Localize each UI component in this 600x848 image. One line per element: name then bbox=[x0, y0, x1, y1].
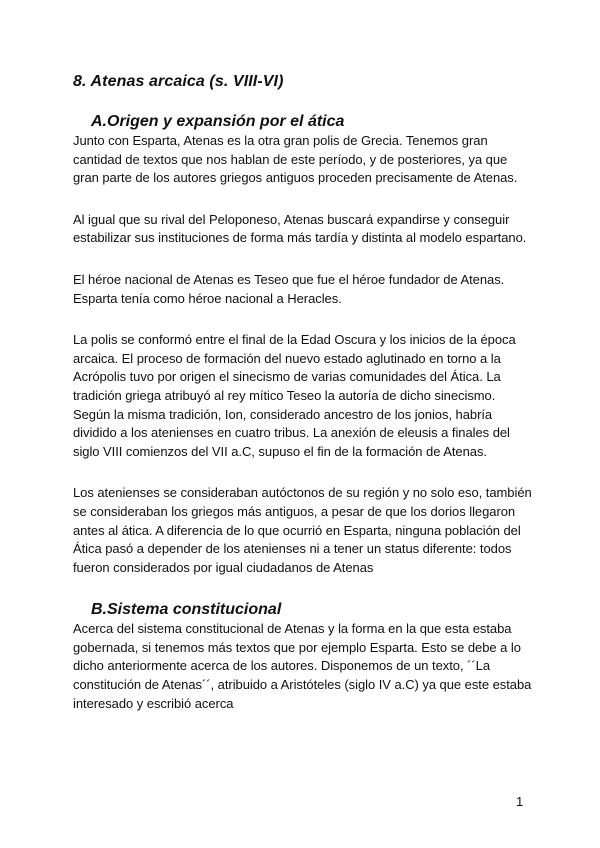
paragraph: Acerca del sistema constitucional de Atenas y la forma en la que esta estaba gobernada, si tenemos más textos que por ejemplo Esparta. Esto se debe a lo dicho anteriormente acerca de los autores. Disponemos de un texto, ´´La constitución de Atenas´´, atribuido a Aristóteles (siglo IV a.C) ya que este estaba interesado y escribió acerca bbox=[73, 621, 532, 711]
paragraph: Los atenienses se consideraban autóctonos de su región y no solo eso, también se consideraban los griegos más antiguos, a pesar de que los dorios llegaron antes al ática. A diferencia de lo que ocurrió en Esparta, ninguna población del Ática pasó a depender de los atenienses ni a tener un status diferente: todos fueron considerados por igual ciudadanos de Atenas bbox=[73, 485, 532, 575]
paragraph: La polis se conformó entre el final de la Edad Oscura y los inicios de la época arcaica. El proceso de formación del nuevo estado aglutinado en torno a la Acrópolis tuvo por origen el sinecismo de varias comunidades del Ática. La tradición griega atribuyó al rey mítico Teseo la autoría de dicho sinecismo. Según la misma tradición, Ion, considerado ancestro de los jonios, habría dividido a los atenienses en cuatro tribus. La anexión de eleusis a finales del siglo VIII comienzos del VII a.C, supuso el fin de la formación de Atenas. bbox=[73, 332, 516, 459]
paragraph: Junto con Esparta, Atenas es la otra gran polis de Grecia. Tenemos gran cantidad de textos que nos hablan de este período, y de posteriores, ya que gran parte de los autores griegos antiguos proceden precisamente de Atenas. bbox=[73, 133, 518, 186]
section-heading-sistema: B.Sistema constitucional bbox=[91, 601, 282, 619]
chapter-title: 8. Atenas arcaica (s. VIII-VI) bbox=[73, 73, 284, 90]
section-heading-origen: A.Origen y expansión por el ática bbox=[91, 113, 345, 130]
section-origen bbox=[73, 112, 533, 577]
paragraph: El héroe nacional de Atenas es Teseo que fue el héroe fundador de Atenas. Esparta tenía como héroe nacional a Heracles. bbox=[73, 271, 505, 306]
page-content bbox=[73, 72, 533, 736]
section-sistema-constitucional bbox=[73, 600, 533, 713]
page-number: 1 bbox=[516, 794, 524, 809]
paragraph: Al igual que su rival del Peloponeso, Atenas buscará expandirse y conseguir estabilizar sus instituciones de forma más tardía y distinta al modelo espartano. bbox=[73, 211, 527, 246]
